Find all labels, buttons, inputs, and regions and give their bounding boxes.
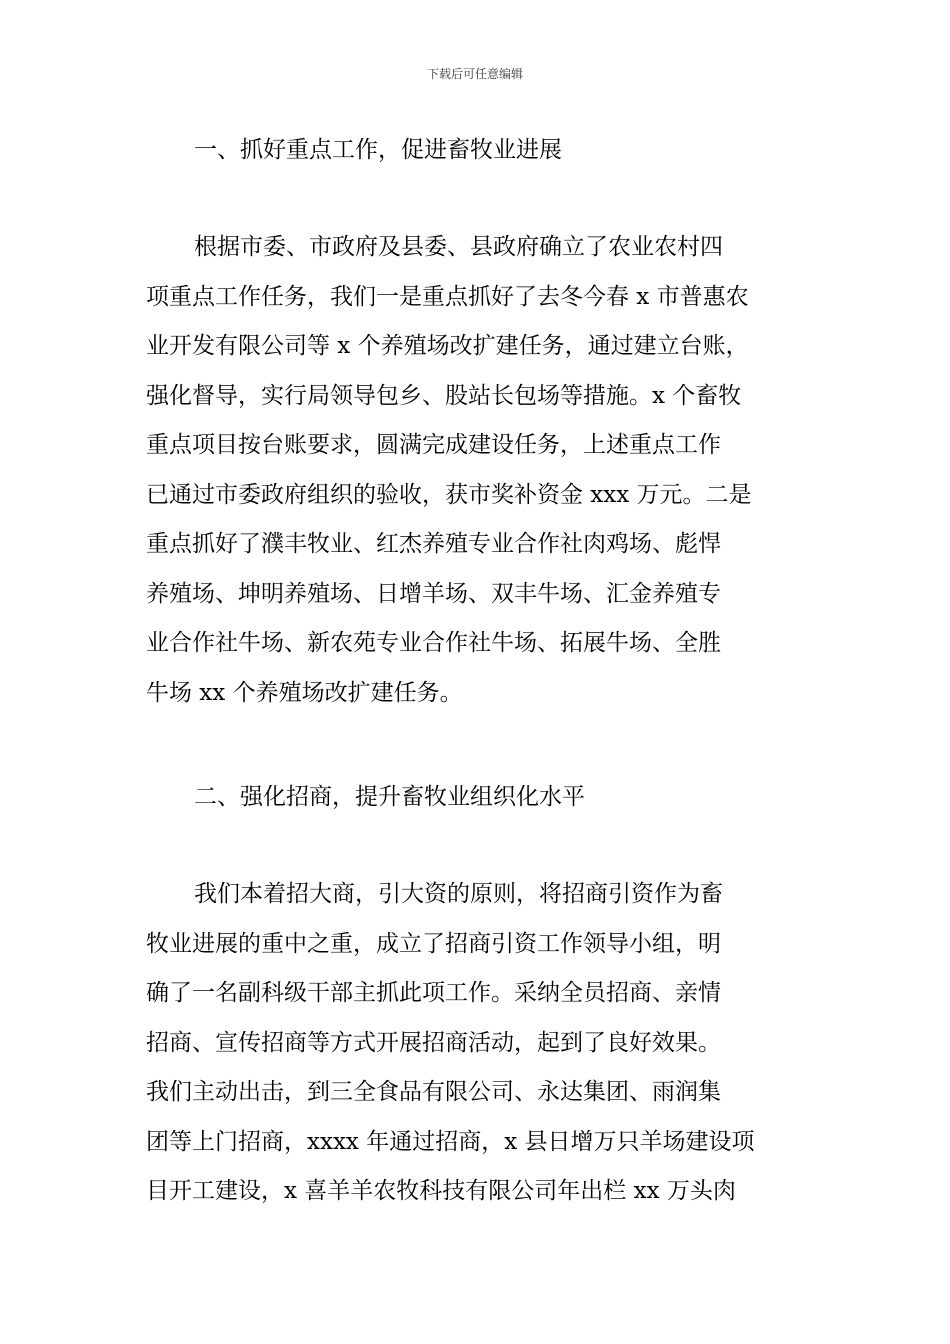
paragraph-line: 养殖场、坤明养殖场、日增羊场、双丰牛场、汇金养殖专 [146,580,721,607]
paragraph-line: 已通过市委政府组织的验收，获市奖补资金 xxx 万元。二是 [146,481,752,508]
paragraph-line: 团等上门招商，xxxx 年通过招商，x 县日增万只羊场建设项 [146,1128,755,1155]
paragraph-line: 业开发有限公司等 x 个养殖场改扩建任务，通过建立台账， [146,333,749,359]
paragraph-line: 业合作社牛场、新农苑专业合作社牛场、拓展牛场、全胜 [146,630,721,656]
paragraph-line: 强化督导，实行局领导包乡、股站长包场等措施。x 个畜牧 [146,382,742,409]
section-paragraph-2 [146,870,806,1217]
paragraph-line: 项重点工作任务，我们一是重点抓好了去冬今春 x 市普惠农 [146,283,749,310]
paragraph-line: 重点项目按台账要求，圆满完成建设任务，上述重点工作 [146,432,721,458]
paragraph-line: 根据市委、市政府及县委、县政府确立了农业农村四 [194,234,723,260]
paragraph-line: 牛场 xx 个养殖场改扩建任务。 [146,679,463,706]
header-note: 下载后可任意编辑 [426,67,523,81]
paragraph-line: 重点抓好了濮丰牧业、红杰养殖专业合作社肉鸡场、彪悍 [146,531,721,557]
section-heading-1 [146,126,806,176]
section-heading-text: 一、抓好重点工作，促进畜牧业进展 [194,137,562,163]
paragraph-line: 确了一名副科级干部主抓此项工作。采纳全员招商、亲情 [146,980,721,1006]
paragraph-line: 招商、宣传招商等方式开展招商活动，起到了良好效果。 [146,1029,721,1056]
section-heading-2 [146,773,806,823]
paragraph-line: 我们主动出击，到三全食品有限公司、永达集团、雨润集 [146,1079,721,1105]
paragraph-line: 我们本着招大商，引大资的原则，将招商引资作为畜 [194,881,723,907]
paragraph-line: 牧业进展的重中之重，成立了招商引资工作领导小组，明 [146,930,721,957]
paragraph-line: 目开工建设，x 喜羊羊农牧科技有限公司年出栏 xx 万头肉 [146,1178,736,1204]
section-paragraph-1 [146,223,806,718]
section-heading-text: 二、强化招商，提升畜牧业组织化水平 [194,784,585,810]
